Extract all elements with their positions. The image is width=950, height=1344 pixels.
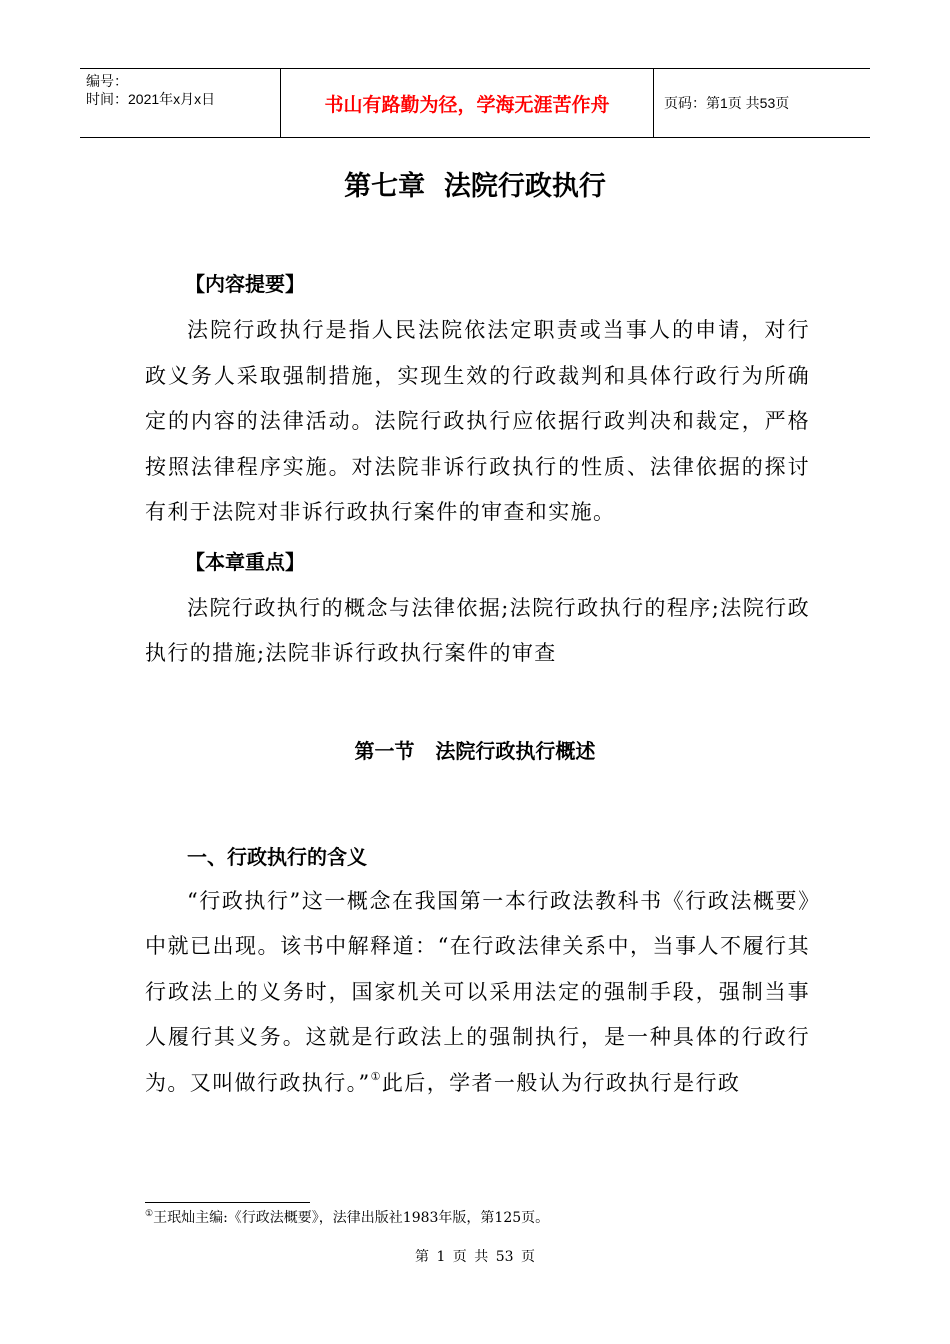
footnote-text: 王珉灿主编:《行政法概要》，法律出版社1983年版，第125页。	[153, 1210, 550, 1226]
header-time-label: 时间：2021年x月x日	[86, 91, 216, 107]
footnote-mark: ①	[145, 1209, 154, 1219]
page-footer: 第 1 页 共 53 页	[415, 1249, 535, 1265]
document-body	[145, 260, 810, 1106]
footnote	[145, 1209, 549, 1227]
section-subheading: 一、行政执行的含义	[187, 844, 367, 869]
key-points-heading: 【本章重点】	[185, 549, 305, 574]
header-page-info: 页码：第1页 共53页	[664, 95, 790, 111]
header-number-label: 编号：	[86, 73, 128, 89]
summary-heading: 【内容提要】	[185, 272, 305, 296]
header-meta	[80, 69, 280, 137]
section-text-after-note: 此后，学者一般认为行政执行是行政	[381, 1070, 741, 1095]
footnote-reference-mark[interactable]: ①	[370, 1069, 382, 1083]
section-paragraph	[145, 879, 810, 1107]
key-points-paragraph: 法院行政执行的概念与法律依据;法院行政执行的程序;法院行政执行的措施;法院非诉行政执行案件的审查	[145, 595, 810, 665]
summary-paragraph: 法院行政执行是指人民法院依法定职责或当事人的申请，对行政义务人采取强制措施，实现生效的行政裁判和具体行政行为所确定的内容的法律活动。法院行政执行应依据行政判决和裁定，严格按照法律程序实施。对法院非诉行政执行的性质、法律依据的探讨有利于法院对非诉行政执行案件的审查和实施。	[145, 318, 810, 524]
page-header	[80, 68, 870, 138]
footnote-divider	[145, 1202, 310, 1203]
section-title: 第一节 法院行政执行概述	[354, 738, 596, 763]
chapter-title: 第七章 法院行政执行	[344, 171, 606, 202]
header-motto: 书山有路勤为径，学海无涯苦作舟	[280, 69, 654, 137]
section-text-before-note: “行政执行”这一概念在我国第一本行政法教科书《行政法概要》中就已出现。该书中解释道：“在行政法律关系中，当事人不履行其行政法上的义务时，国家机关可以采用法定的强制手段，强制当事人履行其义务。这就是行政法上的强制执行，是一种具体的行政行为。又叫做行政执行。”	[145, 888, 810, 1095]
